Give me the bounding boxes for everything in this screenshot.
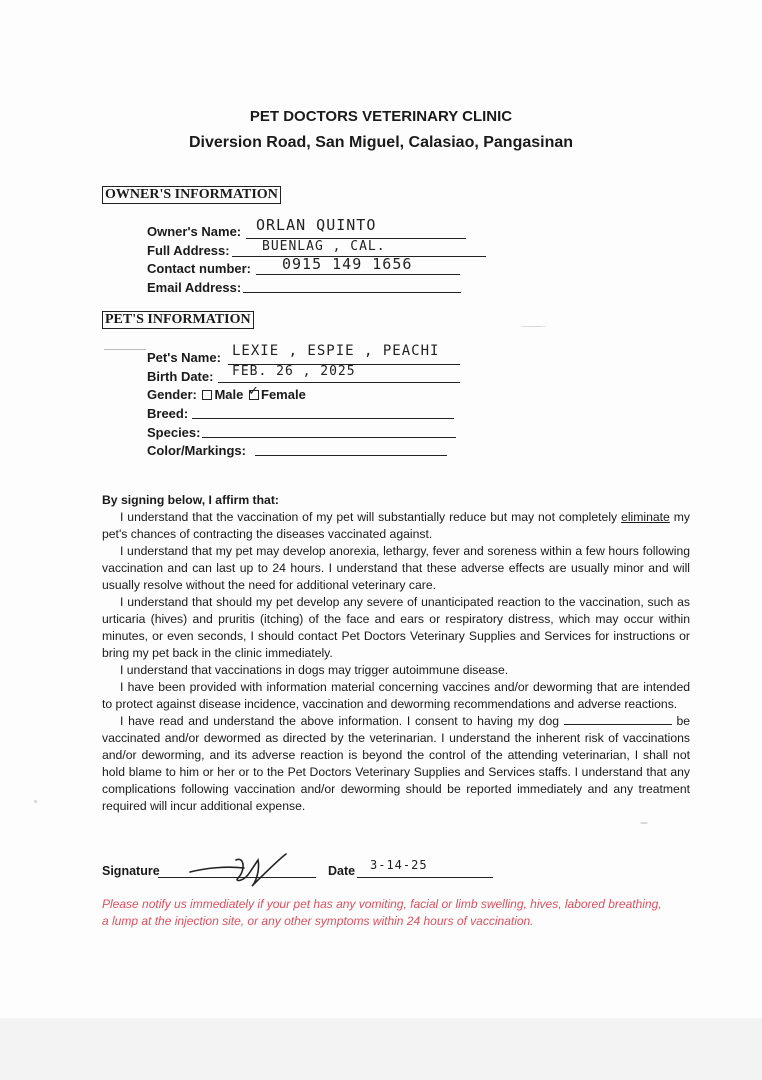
breed-field[interactable] bbox=[192, 418, 454, 419]
signature-scribble[interactable] bbox=[186, 848, 296, 888]
color-markings-label: Color/Markings: bbox=[147, 443, 246, 458]
page-bottom-edge bbox=[0, 1018, 762, 1080]
dog-name-blank[interactable] bbox=[564, 724, 672, 725]
pet-name-label: Pet's Name: bbox=[147, 350, 221, 365]
scan-speck bbox=[520, 326, 546, 327]
full-address-label: Full Address: bbox=[147, 243, 230, 258]
email-address-field[interactable] bbox=[243, 292, 461, 293]
owner-section-heading: OWNER'S INFORMATION bbox=[102, 186, 281, 204]
male-checkbox[interactable] bbox=[202, 390, 212, 400]
contact-number-label: Contact number: bbox=[147, 261, 251, 276]
consent-p3: I understand that should my pet develop any severe of unanticipated reaction to the vaccination, such as urticaria (hives) and pruritis (itching) of the face and ears or respiratory distress, which may occur within minutes, or even seconds, I should contact Pet Doctors Veterinary Supplies and Services for instructions or bring my pet back in the clinic immediately. bbox=[102, 595, 690, 660]
consent-p5: I have been provided with information material concerning vaccines and/or deworming that are intended to protect against disease incidence, vaccination and deworming recommendations and adverse reactions. bbox=[102, 680, 690, 711]
scan-speck bbox=[34, 800, 37, 803]
consent-intro: By signing below, I affirm that: bbox=[102, 493, 279, 507]
full-address-field[interactable]: BUENLAG , CAL. bbox=[262, 239, 386, 254]
consent-text bbox=[102, 492, 690, 815]
scan-speck bbox=[640, 822, 648, 824]
female-checkbox[interactable] bbox=[248, 383, 259, 400]
consent-p1: I understand that the vaccination of my pet will substantially reduce but may not completely eliminate my pet's chances of contracting the diseases vaccinated against. bbox=[102, 510, 691, 541]
species-label: Species: bbox=[147, 425, 201, 440]
check-mark-icon: ✓ bbox=[248, 383, 259, 398]
signature-label: Signature bbox=[102, 864, 160, 878]
birth-date-label: Birth Date: bbox=[147, 369, 214, 384]
consent-p4: I understand that vaccinations in dogs may trigger autoimmune disease. bbox=[120, 663, 509, 677]
species-field[interactable] bbox=[202, 437, 456, 438]
breed-label: Breed: bbox=[147, 406, 189, 421]
date-label: Date bbox=[328, 864, 356, 878]
date-field[interactable]: 3-14-25 bbox=[370, 858, 428, 872]
clinic-address: Diversion Road, San Miguel, Calasiao, Pangasinan bbox=[188, 134, 574, 151]
consent-p2: I understand that my pet may develop anorexia, lethargy, fever and soreness within a few hours following vaccination and can last up to 24 hours. I understand that these adverse effects are usually minor and will usually resolve without the need for additional veterinary care. bbox=[102, 544, 690, 592]
contact-number-line bbox=[256, 274, 460, 275]
notice-text: Please notify us immediately if your pet has any vomiting, facial or limb swelling, hives, labored breathing, a lump at the injection site, or any other symptoms within 24 hours of vaccination. bbox=[102, 897, 662, 928]
pet-name-field[interactable]: LEXIE , ESPIE , PEACHI bbox=[232, 343, 440, 359]
owner-name-label: Owner's Name: bbox=[147, 224, 242, 239]
eliminate-word: eliminate bbox=[621, 510, 670, 524]
date-line bbox=[357, 877, 493, 878]
contact-number-field[interactable]: 0915 149 1656 bbox=[282, 255, 413, 273]
consent-p6: I have read and understand the above information. I consent to having my dog be vaccinated and/or dewormed as directed by the veterinarian. I understand the inherent risk of vaccinations and/or deworming, and its adverse reaction is beyond the control of the attending veterinarian, I shall not hold blame to him or her or to the Pet Doctors Veterinary Supplies and Services staffs. I understand that any complications following vaccination and/or deworming should be reported immediately and any treatment required will incur additional expense. bbox=[102, 714, 691, 813]
gender-label: Gender: bbox=[147, 387, 197, 402]
owner-name-field[interactable]: ORLAN QUINTO bbox=[256, 216, 377, 234]
color-markings-field[interactable] bbox=[255, 455, 447, 456]
pet-section-heading: PET'S INFORMATION bbox=[102, 311, 254, 329]
stray-mark bbox=[104, 349, 146, 350]
email-address-label: Email Address: bbox=[147, 280, 242, 295]
male-label: Male bbox=[214, 387, 244, 402]
female-label: Female bbox=[261, 387, 306, 402]
birth-date-field[interactable]: FEB. 26 , 2025 bbox=[232, 364, 356, 379]
gender-row bbox=[147, 383, 306, 402]
clinic-name: PET DOCTORS VETERINARY CLINIC bbox=[249, 108, 513, 125]
